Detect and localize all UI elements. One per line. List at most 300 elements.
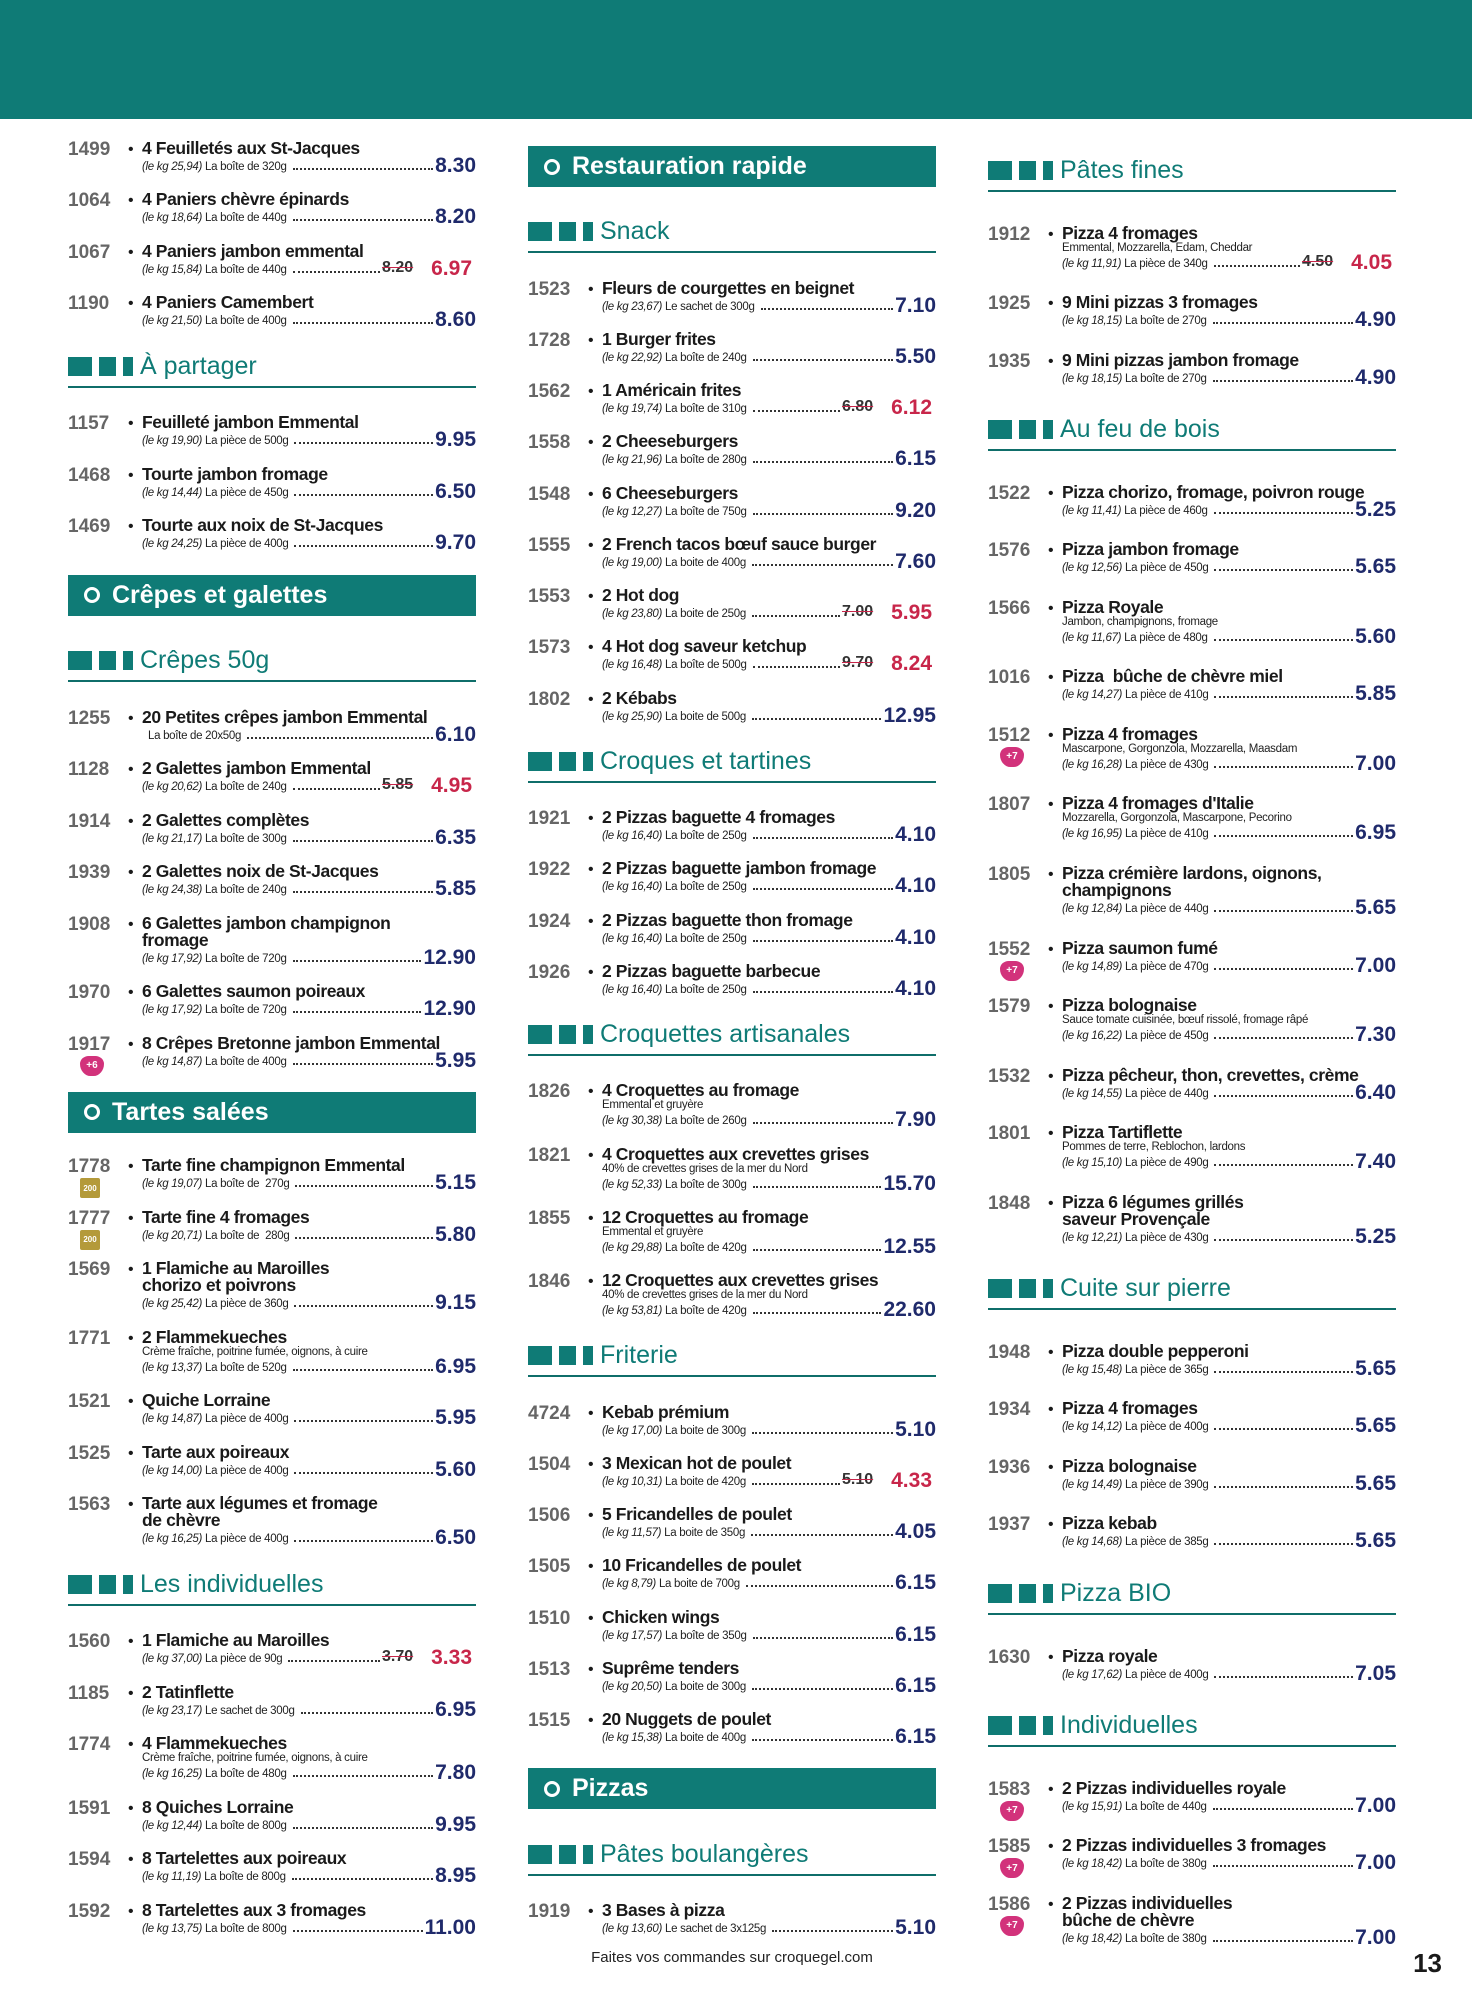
product-item[interactable] [528, 687, 936, 727]
bullet-icon: • [1048, 225, 1054, 243]
product-name: 2 Hot dog [602, 585, 680, 605]
product-item[interactable] [988, 937, 1396, 977]
subsection-heading [68, 1570, 476, 1606]
bar-mark [68, 651, 92, 670]
bullet-icon: • [588, 331, 594, 349]
subsection-title: Pâtes fines [1060, 156, 1184, 184]
package-size: La boîte de 440g [1125, 1800, 1207, 1813]
product-code: 1919 [528, 1900, 571, 1922]
product-item[interactable] [68, 1258, 476, 1315]
product-item[interactable] [528, 1270, 936, 1321]
price-line [602, 874, 936, 898]
subsection-heading [528, 217, 936, 253]
price: 6.95 [435, 1697, 476, 1721]
price: 22.60 [883, 1298, 936, 1321]
product-details [142, 1390, 476, 1430]
product-name: 9 Mini pizzas 3 fromages [1062, 292, 1258, 313]
price: 6.95 [1355, 821, 1396, 845]
bullet-icon: • [128, 915, 134, 933]
dot-leader [294, 494, 433, 496]
price-line [142, 1812, 476, 1836]
product-item[interactable] [528, 960, 936, 1000]
package-size: La boîte de 240g [205, 884, 287, 897]
product-item[interactable] [528, 1452, 936, 1492]
product-name: 20 Nuggets de poulet [602, 1709, 771, 1729]
section-title: Crêpes et galettes [112, 580, 328, 609]
product-item[interactable] [68, 1155, 476, 1195]
product-description: Sauce tomate cuisinée, bœuf rissolé, fromage râpé [1062, 1014, 1309, 1027]
product-details [1062, 596, 1396, 648]
product-item[interactable] [68, 138, 476, 177]
section-title: Restauration rapide [572, 152, 807, 180]
product-details [602, 807, 936, 846]
product-details [602, 1452, 936, 1492]
product-item[interactable] [528, 1899, 936, 1939]
product-item[interactable] [988, 1777, 1396, 1817]
bullet-icon: • [588, 639, 594, 657]
package-size: La boîte de 300g [665, 1178, 747, 1191]
product-item[interactable] [68, 240, 476, 280]
product-item[interactable] [68, 758, 476, 798]
price-per-kg: (le kg 21,50) [142, 315, 203, 328]
package-size: La boîte de 350g [665, 1629, 747, 1642]
product-item[interactable] [528, 482, 936, 522]
product-name: 4 Croquettes au fromage [602, 1080, 799, 1101]
product-code: 1939 [68, 862, 111, 884]
product-item[interactable] [528, 1504, 936, 1543]
product-item[interactable] [528, 909, 936, 949]
product-item[interactable] [68, 515, 476, 555]
price-per-kg: (le kg 25,94) [142, 161, 203, 173]
price-per-kg: (le kg 16,22) [1062, 1030, 1123, 1043]
price: 7.05 [1355, 1661, 1396, 1685]
dot-leader [753, 410, 840, 412]
price-per-kg: (le kg 18,15) [1062, 315, 1123, 328]
price: 4.90 [1355, 308, 1396, 332]
product-item[interactable] [68, 463, 476, 503]
product-item[interactable] [528, 1143, 936, 1195]
product-code: 1552 [988, 938, 1031, 960]
product-code: 1908 [68, 913, 111, 935]
heart-badge-icon: +7 [1000, 747, 1024, 767]
price-per-kg: (le kg 14,55) [1062, 1087, 1123, 1100]
package-size: La boîte de 720g [205, 1004, 287, 1017]
dot-leader [293, 1827, 434, 1829]
dot-leader [293, 1011, 422, 1013]
product-code: 1802 [528, 688, 571, 710]
bullet-icon: • [588, 690, 594, 708]
price-per-kg: (le kg 11,67) [1062, 631, 1122, 644]
price-line [602, 652, 936, 676]
product-item[interactable] [68, 1390, 476, 1430]
product-code: 1515 [528, 1710, 571, 1731]
product-name: Pizza bûche de chèvre miel [1062, 666, 1283, 687]
product-item[interactable] [68, 1630, 476, 1670]
product-name: Tourte jambon fromage [142, 463, 328, 484]
bullet-icon: • [1048, 1401, 1054, 1419]
product-item[interactable] [988, 1064, 1396, 1104]
product-item[interactable] [528, 1206, 936, 1258]
product-item[interactable] [68, 1206, 476, 1246]
package-size: La boîte de 380g [1125, 1858, 1207, 1871]
product-item[interactable] [68, 1848, 476, 1888]
product-name: Pizza 4 fromages [1062, 222, 1198, 243]
price-line [602, 925, 936, 949]
price-line [142, 1864, 476, 1888]
product-item[interactable] [528, 1606, 936, 1646]
product-name: 2 Galettes jambon Emmental [142, 758, 371, 779]
product-code: 4724 [528, 1402, 571, 1424]
product-code: 1778 [68, 1156, 111, 1178]
product-details [602, 1401, 936, 1441]
triple-bar-icon [68, 357, 133, 376]
price: 6.50 [435, 1526, 476, 1550]
subsection-heading [988, 156, 1396, 192]
package-size: La boîte de 320g [205, 161, 287, 173]
price-per-kg: (le kg 19,74) [602, 403, 663, 415]
bullet-icon: • [588, 434, 594, 452]
bullet-icon: • [128, 295, 134, 313]
package-size: La boite de 300g [665, 1680, 746, 1693]
bullet-icon: • [588, 536, 594, 554]
price: 4.10 [895, 874, 936, 898]
product-item[interactable] [988, 1892, 1396, 1949]
product-item[interactable] [68, 706, 476, 746]
product-code: 1573 [528, 637, 571, 659]
bullet-icon: • [588, 280, 594, 298]
product-details [1062, 937, 1396, 977]
bar-mark [1043, 420, 1053, 439]
product-details [142, 912, 476, 969]
price: 4.10 [895, 823, 936, 846]
price-line [142, 308, 476, 332]
price-line [602, 1725, 936, 1748]
package-size: La boîte de 260g [665, 1115, 747, 1128]
subsection-heading [988, 1711, 1396, 1747]
bullet-icon: • [1048, 1780, 1054, 1798]
product-details [602, 533, 936, 573]
bar-mark [123, 651, 133, 670]
product-details [142, 1155, 476, 1195]
product-item[interactable] [988, 1645, 1396, 1685]
price: 4.10 [895, 976, 936, 1000]
product-item[interactable] [988, 863, 1396, 920]
triple-bar-icon [528, 1845, 593, 1864]
price-per-kg: (le kg 14,87) [142, 1055, 203, 1068]
package-size: La pièce de 490g [1125, 1157, 1209, 1170]
product-name: 12 Croquettes au fromage [602, 1206, 809, 1227]
price-line [142, 531, 476, 555]
package-size: La boîte de 440g [205, 263, 287, 276]
bullet-icon: • [1048, 998, 1054, 1016]
subsection-title: Pâtes boulangères [600, 1839, 809, 1868]
product-details [602, 328, 936, 368]
price-per-kg: (le kg 19,00) [602, 556, 663, 569]
product-details [602, 1143, 936, 1195]
product-item[interactable] [68, 1899, 476, 1939]
footer-order-link[interactable]: Faites vos commandes sur croquegel.com [591, 1949, 873, 1966]
product-name: Pizza 4 fromages [1062, 1398, 1198, 1419]
price-per-kg: (le kg 10,31) [602, 1475, 663, 1488]
subsection-title: Cuite sur pierre [1060, 1274, 1231, 1303]
product-name: Fleurs de courgettes en beignet [602, 277, 855, 298]
package-size: La pièce de 400g [205, 538, 289, 551]
price: 7.00 [1355, 751, 1396, 775]
catalog-column-middle [528, 140, 936, 1939]
product-name: 4 Paniers Camembert [142, 292, 314, 313]
product-item[interactable] [988, 349, 1396, 389]
product-name: 5 Fricandelles de poulet [602, 1504, 792, 1524]
product-item[interactable] [988, 596, 1396, 648]
price-per-kg: (le kg 20,62) [142, 781, 203, 794]
product-item[interactable] [988, 995, 1396, 1047]
dot-leader [1214, 1371, 1353, 1373]
promo-price: 6.97 [431, 256, 472, 280]
product-item[interactable] [988, 292, 1396, 332]
product-item[interactable] [68, 189, 476, 229]
product-item[interactable] [988, 1835, 1396, 1875]
product-item[interactable] [68, 1032, 476, 1072]
product-details [602, 1709, 936, 1748]
price-line [1062, 1356, 1396, 1380]
bar-mark [123, 357, 133, 376]
product-item[interactable] [988, 666, 1396, 706]
bullet-icon: • [588, 1609, 594, 1627]
promo-price: 4.05 [1351, 250, 1392, 274]
product-code: 1591 [68, 1797, 111, 1819]
product-item[interactable] [528, 533, 936, 573]
price-line [602, 1915, 936, 1939]
price-per-kg: (le kg 16,40) [602, 830, 663, 842]
bullet-icon: • [588, 1902, 594, 1920]
product-item[interactable] [988, 1398, 1396, 1438]
product-item[interactable] [68, 1681, 476, 1721]
price-per-kg: (le kg 14,68) [1062, 1536, 1123, 1549]
price-per-kg: (le kg 16,40) [602, 983, 663, 996]
bullet-icon: • [588, 861, 594, 879]
product-details [602, 909, 936, 949]
product-item[interactable] [68, 1326, 476, 1378]
product-name: Tarte fine champignon Emmental [142, 1155, 405, 1176]
price-per-kg: (le kg 29,88) [602, 1241, 663, 1254]
product-code: 1771 [68, 1327, 111, 1349]
price-per-kg: (le kg 20,50) [602, 1680, 663, 1693]
price-line [142, 945, 476, 969]
product-item[interactable] [68, 292, 476, 332]
product-item[interactable] [528, 636, 936, 676]
product-item[interactable] [68, 912, 476, 969]
bullet-icon: • [588, 1083, 594, 1101]
bullet-icon: • [588, 963, 594, 981]
package-size: La pièce de 430g [1125, 1231, 1209, 1244]
product-item[interactable] [988, 723, 1396, 775]
bullet-icon: • [588, 1660, 594, 1678]
product-details [142, 861, 476, 901]
old-price: 3.70 [381, 1648, 414, 1666]
package-size: La pièce de 440g [1125, 903, 1209, 916]
product-item[interactable] [68, 861, 476, 901]
product-item[interactable] [988, 1191, 1396, 1248]
price-per-kg: (le kg 53,81) [602, 1305, 663, 1317]
product-item[interactable] [528, 277, 936, 317]
package-size: La boîte de 250g [665, 932, 747, 945]
product-item[interactable] [68, 981, 476, 1021]
product-item[interactable] [528, 380, 936, 419]
product-description: Jambon, champignons, fromage [1062, 615, 1218, 628]
package-size: La pièce de 450g [205, 486, 289, 499]
price: 5.10 [895, 1915, 936, 1939]
product-item[interactable] [68, 1796, 476, 1836]
dot-leader [295, 1237, 433, 1239]
product-name: 1 Burger frites [602, 328, 716, 349]
bullet-icon: • [128, 466, 134, 484]
product-details [1062, 863, 1396, 920]
award-badge-icon: 200 [80, 1230, 100, 1250]
price: 5.85 [435, 877, 476, 901]
price: 7.30 [1355, 1023, 1396, 1047]
price-per-kg: (le kg 15,10) [1062, 1157, 1123, 1170]
product-code: 1548 [528, 483, 571, 505]
section-title: Pizzas [572, 1774, 649, 1803]
product-item[interactable] [68, 1733, 476, 1785]
dot-leader [772, 1930, 893, 1932]
product-description: Crème fraîche, poitrine fumée, oignons, à cuire [142, 1345, 368, 1358]
product-code: 1506 [528, 1505, 571, 1526]
product-item[interactable] [988, 1340, 1396, 1380]
dot-leader [752, 1483, 840, 1485]
product-name: Pizza crémière lardons, oignons, champignons [1062, 863, 1322, 901]
circle-icon [84, 1104, 100, 1120]
price-per-kg: (le kg 23,80) [602, 608, 663, 620]
product-code: 1513 [528, 1658, 571, 1680]
dot-leader [1214, 1239, 1353, 1241]
price-line [1062, 365, 1396, 389]
product-item[interactable] [528, 1080, 936, 1132]
product-code: 1924 [528, 910, 571, 932]
product-details [1062, 1892, 1396, 1949]
product-item[interactable] [528, 431, 936, 471]
bullet-icon: • [1048, 1648, 1054, 1666]
product-item[interactable] [68, 1441, 476, 1481]
product-code: 1805 [988, 864, 1031, 886]
product-item[interactable] [528, 1401, 936, 1441]
product-item[interactable] [988, 1122, 1396, 1174]
product-name: 2 Pizzas individuelles royale [1062, 1777, 1286, 1798]
product-item[interactable] [528, 328, 936, 368]
price-line [1062, 1851, 1396, 1875]
price: 5.60 [435, 1457, 476, 1481]
product-details [142, 1032, 476, 1072]
section-banner [528, 146, 936, 187]
price-per-kg: (le kg 14,89) [1062, 960, 1123, 973]
product-item[interactable] [988, 539, 1396, 579]
package-size: Le sachet de 3x125g [665, 1922, 767, 1935]
product-code: 1801 [988, 1123, 1031, 1145]
product-item[interactable] [528, 585, 936, 624]
price-line [1062, 1925, 1396, 1949]
price: 7.00 [1355, 1925, 1396, 1949]
price-per-kg: (le kg 12,84) [1062, 903, 1123, 916]
product-item[interactable] [528, 1709, 936, 1748]
product-name: 8 Quiches Lorraine [142, 1796, 294, 1817]
package-size: La boîte de 440g [205, 212, 287, 225]
product-details [602, 636, 936, 676]
product-name: Pizza saumon fumé [1062, 937, 1218, 958]
price-line [142, 1291, 476, 1315]
package-size: La boite de 400g [665, 556, 746, 569]
product-item[interactable] [528, 858, 936, 898]
product-item[interactable] [988, 1455, 1396, 1495]
product-details [602, 1657, 936, 1697]
package-size: La boite de 350g [664, 1527, 746, 1539]
bullet-icon: • [588, 1507, 594, 1524]
product-details [142, 1733, 476, 1785]
product-item[interactable] [68, 809, 476, 849]
bullet-icon: • [588, 1404, 594, 1422]
price: 9.95 [435, 1812, 476, 1836]
section-title: Tartes salées [112, 1097, 269, 1126]
dot-leader [753, 461, 894, 463]
bar-mark [988, 420, 1012, 439]
product-item[interactable] [68, 1493, 476, 1550]
product-name: Pizza Royale [1062, 596, 1164, 617]
product-item[interactable] [528, 807, 936, 846]
product-details [1062, 1191, 1396, 1248]
price: 5.65 [1355, 1356, 1396, 1380]
product-item[interactable] [988, 222, 1396, 274]
promo-price: 4.33 [891, 1468, 932, 1492]
bar-mark [1043, 1584, 1053, 1603]
bar-mark [1043, 1716, 1053, 1735]
package-size: La pièce de 400g [1125, 1668, 1209, 1681]
price: 12.95 [883, 703, 936, 727]
price-line [602, 1171, 936, 1195]
subsection-heading [528, 1020, 936, 1056]
bullet-icon: • [588, 1455, 594, 1473]
price-per-kg: (le kg 13,75) [142, 1922, 203, 1935]
bar-mark [559, 222, 576, 241]
subsection-heading [988, 1274, 1396, 1310]
price-per-kg: (le kg 15,84) [142, 263, 203, 276]
bullet-icon: • [128, 1261, 134, 1279]
product-name: 12 Croquettes aux crevettes grises [602, 1270, 879, 1290]
price-line [1062, 1661, 1396, 1685]
dot-leader [1213, 1940, 1354, 1942]
price: 6.35 [435, 825, 476, 849]
price-line [142, 1457, 476, 1481]
bar-mark [99, 651, 116, 670]
product-item[interactable] [528, 1555, 936, 1595]
package-size: La pièce de 460g [1124, 504, 1208, 517]
product-item[interactable] [988, 1513, 1396, 1553]
price-line [142, 997, 476, 1021]
product-details [142, 292, 476, 332]
product-item[interactable] [68, 412, 476, 452]
price-per-kg: (le kg 25,42) [142, 1298, 203, 1311]
price-line [602, 1417, 936, 1441]
price-line [142, 428, 476, 452]
price-line [142, 1222, 476, 1246]
product-code: 1064 [68, 190, 111, 212]
price-per-kg: (le kg 15,91) [1062, 1800, 1123, 1813]
product-name: Quiche Lorraine [142, 1390, 271, 1411]
package-size: La boîte de 240g [665, 351, 747, 364]
product-item[interactable] [988, 793, 1396, 845]
package-size: La boîte de 280g [665, 454, 747, 467]
product-item[interactable] [528, 1657, 936, 1697]
price-per-kg: (le kg 16,40) [602, 932, 663, 945]
product-item[interactable] [988, 481, 1396, 521]
